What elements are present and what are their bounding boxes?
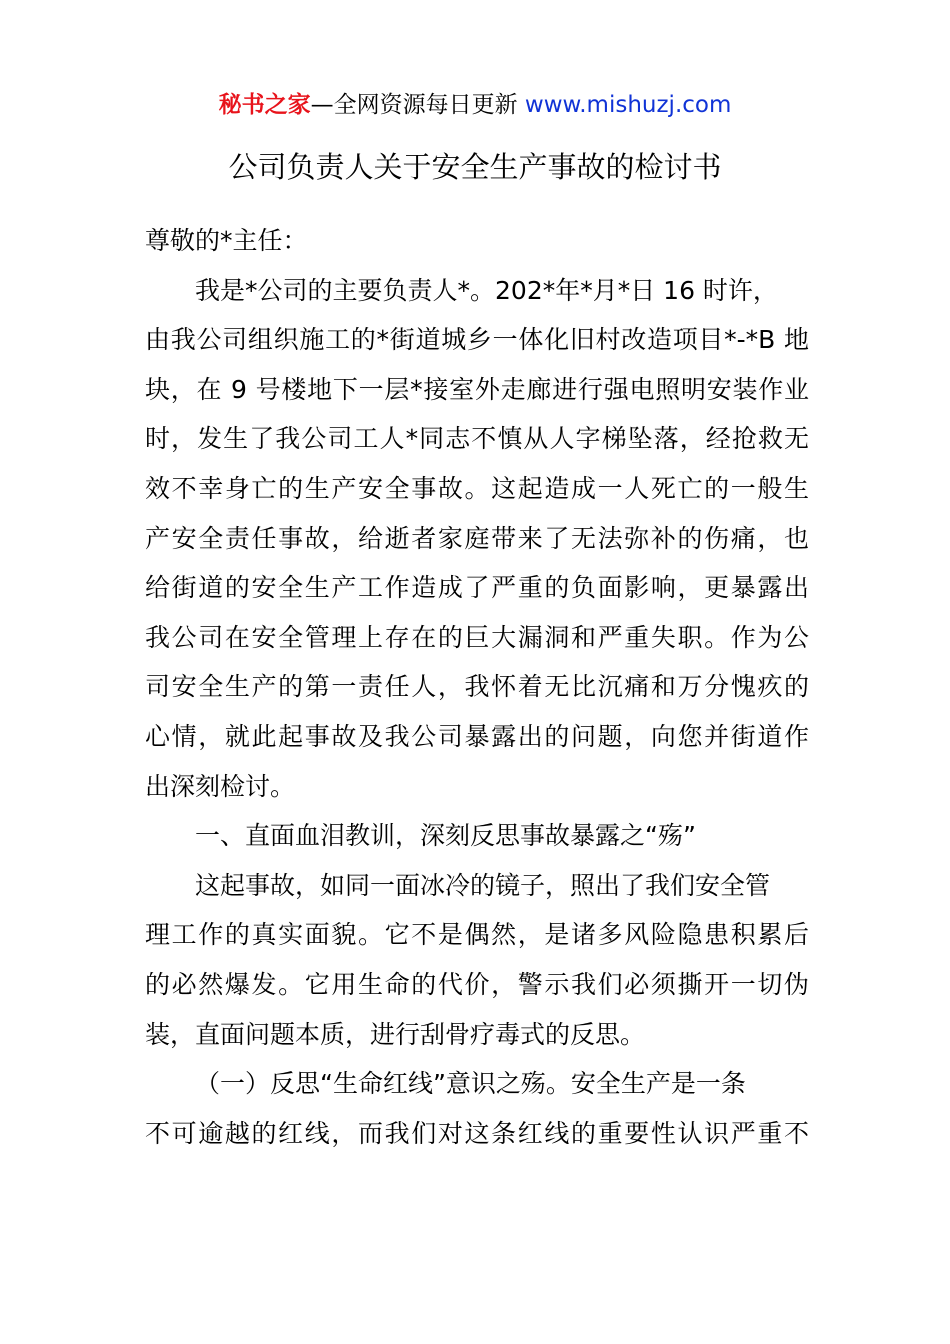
paragraph-line: 由我公司组织施工的*街道城乡一体化旧村改造项目*-*B 地 bbox=[145, 325, 809, 355]
paragraph-line: 出深刻检讨。 bbox=[145, 771, 296, 801]
paragraph-line: 这起事故，如同一面冰冷的镜子，照出了我们安全管 bbox=[195, 870, 771, 900]
paragraph-line: 的必然爆发。它用生命的代价，警示我们必须撕开一切伪 bbox=[145, 969, 809, 999]
subsection-line: （一）反思“生命红线”意识之殇。安全生产是一条 bbox=[195, 1069, 746, 1099]
paragraph-line: 我是*公司的主要负责人*。202*年*月*日 16 时许， bbox=[195, 275, 778, 305]
paragraph-line: 给街道的安全生产工作造成了严重的负面影响，更暴露出 bbox=[145, 573, 809, 603]
salutation: 尊敬的*主任： bbox=[145, 226, 308, 255]
section-heading: 一、直面血泪教训，深刻反思事故暴露之“殇” bbox=[195, 821, 696, 851]
paragraph-line: 心情，就此起事故及我公司暴露出的问题，向您并街道作 bbox=[145, 721, 809, 751]
document-title: 公司负责人关于安全生产事故的检讨书 bbox=[228, 150, 722, 184]
paragraph-line: 块，在 9 号楼地下一层*接室外走廊进行强电照明安装作业 bbox=[145, 374, 809, 404]
paragraph-line: 时，发生了我公司工人*同志不慎从人字梯坠落，经抢救无 bbox=[145, 424, 809, 454]
paragraph-line: 理工作的真实面貌。它不是偶然，是诸多风险隐患积累后 bbox=[145, 920, 809, 950]
document-body bbox=[145, 216, 809, 1158]
paragraph-line: 司安全生产的第一责任人，我怀着无比沉痛和万分愧疚的 bbox=[145, 672, 809, 702]
site-banner bbox=[0, 88, 950, 122]
site-url-link[interactable]: www.mishuzj.com bbox=[524, 92, 732, 118]
paragraph-line: 装，直面问题本质，进行刮骨疗毒式的反思。 bbox=[145, 1019, 646, 1049]
paragraph-line: 效不幸身亡的生产安全事故。这起造成一人死亡的一般生 bbox=[145, 473, 809, 503]
banner-slogan: —全网资源每日更新 bbox=[310, 92, 518, 118]
paragraph-line: 产安全责任事故，给逝者家庭带来了无法弥补的伤痛，也 bbox=[145, 523, 809, 553]
brand-name: 秘书之家 bbox=[218, 92, 311, 118]
paragraph-line: 不可逾越的红线，而我们对这条红线的重要性认识严重不 bbox=[145, 1118, 809, 1148]
paragraph-line: 我公司在安全管理上存在的巨大漏洞和严重失职。作为公 bbox=[145, 622, 809, 652]
